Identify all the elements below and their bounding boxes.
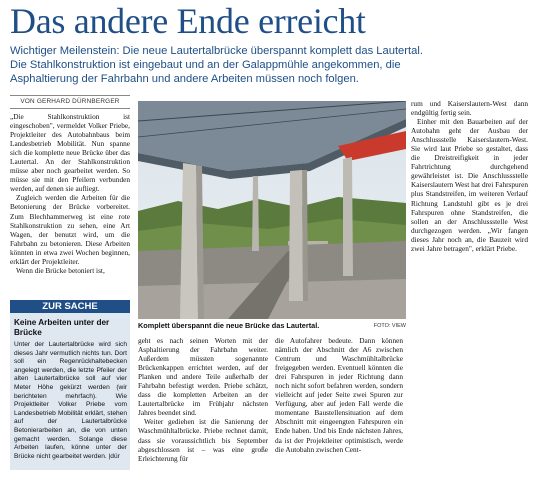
paragraph: geht es nach seinen Worten mit der Asphaltierung der Fahrbahn weiter. Außerdem müssten sogenannte Brückenkappen errichtet werden, auf der Planken und andere Teile außerhalb der Fahrbahn befestigt werden. Priebe schätzt, dass die kompletten Arbeiten an der Lautertalbrücke im Frühjahr nächsten Jahres beendet sind. bbox=[138, 336, 268, 418]
paragraph: „Die Stahlkonstruktion ist eingeschoben", vermeldet Volker Priebe, Projektleiter des Autobahnbaus beim Landesbetrieb Mobilität. Nun spanne sich die komplette neue Brücke über das Lautertal. An der Stahlkonstruktion müsse aber noch gearbeitet werden. So müsse sie mit den Pfeilern verbunden werden, auf denen sie aufliegt. bbox=[10, 112, 130, 194]
lead-line: Wichtiger Meilenstein: Die neue Lautertalbrücke überspannt komplett das Lautertal. bbox=[10, 45, 423, 57]
byline-rule-bottom bbox=[10, 108, 130, 109]
paragraph: Wenn die Brücke betoniert ist, bbox=[16, 265, 105, 275]
paragraph: Zugleich werden die Arbeiten für die Betonierung der Brücke vorbereitet. Zum Blechhammerweg ist eine rote Stahlkonstruktion zu sehen, eine Art Wagen, der benutzt wird, um die Fahrbahn zu betonieren. Diese Arbeiten könnten in etwa zwei Wochen beginnen, erklärt der Projektleiter. bbox=[10, 193, 130, 266]
article-column-1 bbox=[10, 112, 130, 275]
byline-rule-top bbox=[10, 95, 130, 96]
article-column-2 bbox=[138, 336, 268, 463]
box-header: ZUR SACHE bbox=[10, 300, 130, 313]
lead-line: Asphaltierung der Fahrbahn und andere Arbeiten müssen noch folgen. bbox=[10, 73, 359, 85]
info-box bbox=[10, 313, 130, 470]
bridge-photo bbox=[138, 101, 406, 319]
paragraph: Einher mit den Bauarbeiten auf der Autobahn geht der Ausbau der Anschlussstelle Kaiserslautern-West. Sie wird laut Priebe so gestaltet, dass die Dreistreifigkeit in jeder Fahrtrichtung durchgehend gewährleistet ist. Die Anschlussstelle Kaiserslautern West hat drei Fahrspuren plus Standstreifen, im weiteren Verlauf Richtung Landstuhl gibt es je drei Fahrspuren ohne Standstreifen, die sollen an der Anschlussstelle West durchgezogen werden. „Wir fangen dieses Jahr noch an, die Bauzeit wird zwei Jahre betragen", erklärt Priebe. bbox=[411, 117, 528, 253]
paragraph: Weiter gediehen ist die Sanierung der Waschmühltalbrücke. Priebe rechnet damit, dass sie voraussichtlich bis September abgeschlossen ist – was eine große Erleichterung für bbox=[138, 417, 268, 463]
headline: Das andere Ende erreicht bbox=[10, 1, 366, 41]
photo-caption bbox=[138, 320, 406, 332]
photo-credit: FOTO: VIEW bbox=[373, 323, 406, 329]
article-column-3 bbox=[275, 336, 403, 454]
lead-paragraph bbox=[10, 44, 530, 86]
paragraph: rum und Kaiserslautern-West dann endgültig fertig sein. bbox=[411, 99, 528, 118]
box-title: Keine Arbeiten unter der Brücke bbox=[14, 318, 110, 337]
caption-text: Komplett überspannt die neue Brücke das Lautertal. bbox=[138, 321, 320, 330]
paragraph: die Autofahrer bedeute. Dann können nämlich der Abschnitt der A6 zwischen Centrum und Waschmühltalbrücke freigegeben werden. Eventuell könnten die drei Fahrspuren in jeder Richtung dann noch nicht sofort befahren werden, sondern vielleicht auf jeder Seite zwei Spuren zur Verfügung, aber auf jeden Fall werde die momentane Baustellensituation auf dem Abschnitt mit eingeengten Fahrspuren ein Ende haben. Und bis Ende nächsten Jahres, da ist der Projektleiter optimistisch, werde die Autobahn zwischen Cent- bbox=[275, 336, 403, 454]
article-column-4 bbox=[411, 99, 528, 253]
box-text: Unter der Lautertalbrücke wird sich dieses Jahr vermutlich nichts tun. Dort soll ein Regenrückhaltebecken angelegt werden, die letzte Pfeiler der alten Lautertalbrücke soll auf vier Meter Höhe gekürzt werden (wir berichteten mehrfach). Wie Projektleiter Volker Priebe vom Landesbetrieb Mobilität erklärt, stehen auf der Lautertalbrücke Betonierarbeiten an, die von unten gemacht werden. Solange diese Arbeiten laufen, könne unter der Brücke nicht gearbeitet werden. |dür bbox=[14, 341, 127, 460]
byline: VON GERHARD DÜRNBERGER bbox=[20, 98, 120, 105]
lead-line: Die Stahlkonstruktion ist eingebaut und an der Galappmühle angekommen, die bbox=[10, 59, 401, 71]
